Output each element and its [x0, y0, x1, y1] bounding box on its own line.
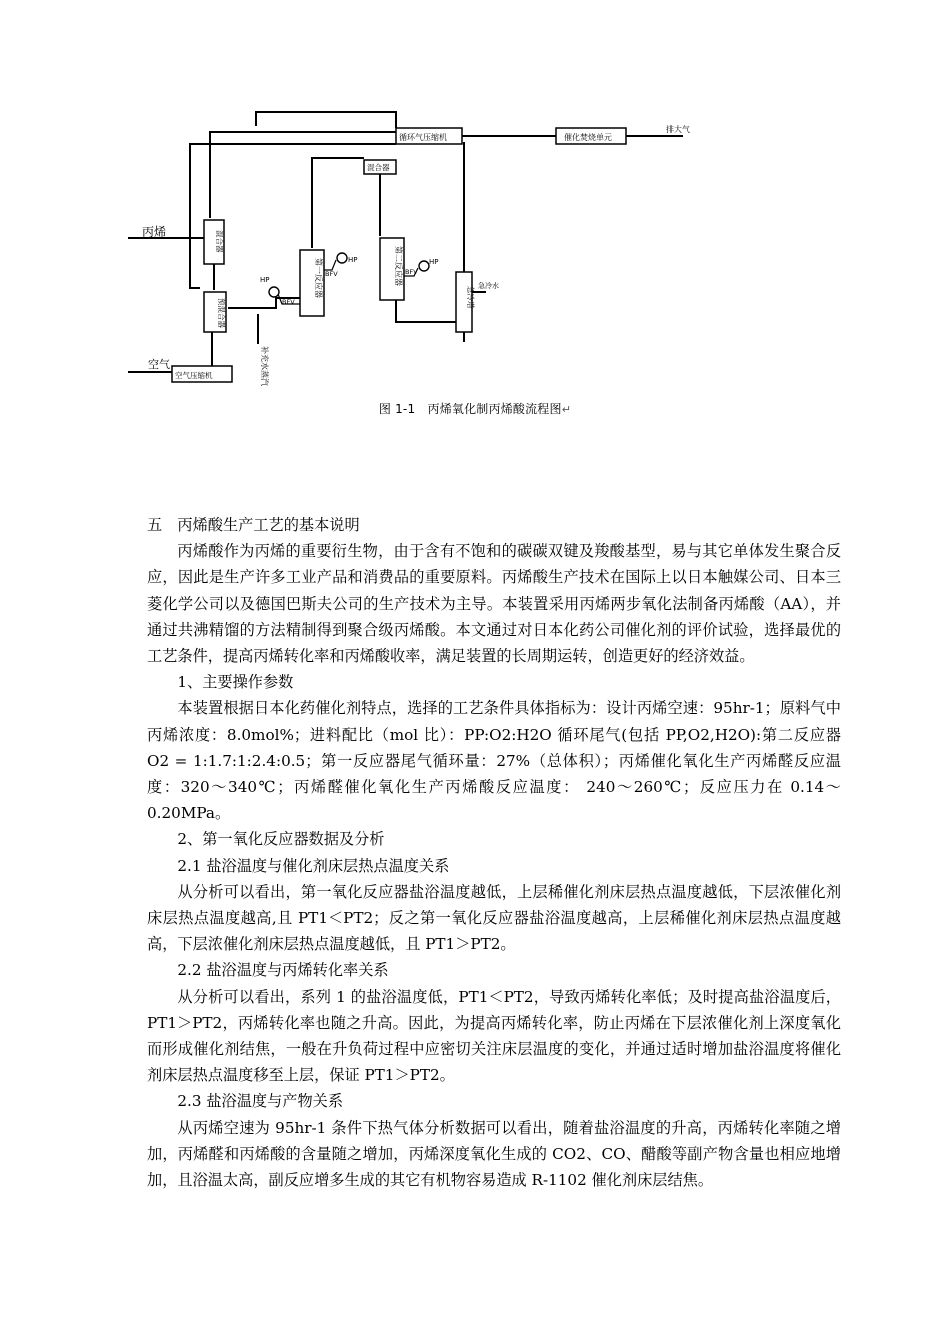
paragraph-mark: ↵: [561, 403, 572, 416]
label-to-atmosphere: 排大气: [666, 125, 690, 134]
figure-caption-text: 图 1-1 丙烯氧化制丙烯酸流程图: [378, 402, 562, 416]
subheading-2: 2、第一氧化反应器数据及分析: [177, 830, 385, 849]
label-bfv3: BFV: [405, 268, 418, 276]
label-catalytic-incinerator: 催化焚烧单元: [564, 133, 612, 142]
label-premixer: 预混合器: [217, 298, 226, 328]
subheading-1: 1、主要操作参数: [177, 673, 294, 692]
pump-2: [337, 253, 347, 263]
process-flow-diagram: [128, 108, 720, 392]
subheading-2-3: 2.3 盐浴温度与产物关系: [177, 1092, 344, 1111]
label-reactor1: 第一反应器: [314, 258, 323, 298]
label-mixer1: 混合器: [215, 230, 224, 253]
pump-1: [269, 287, 279, 297]
label-bfv1: BFV: [282, 298, 295, 306]
label-recycle-compressor: 循环气压缩机: [399, 133, 447, 142]
document-body: [147, 512, 841, 1193]
recycle-line-top: [256, 112, 396, 128]
label-bfv2: BFV: [325, 270, 338, 278]
pump-3: [419, 261, 429, 271]
label-air-compressor: 空气压缩机: [175, 371, 213, 380]
label-makeup-steam: 补充水蒸汽: [260, 346, 269, 386]
label-reactor2: 第二反应器: [394, 246, 403, 286]
label-propylene: 丙烯: [142, 225, 167, 239]
subheading-2-2: 2.2 盐浴温度与丙烯转化率关系: [177, 961, 389, 980]
intro-paragraph: 丙烯酸作为丙烯的重要衍生物，由于含有不饱和的碳碳双键及羧酸基型，易与其它单体发生聚合反应，因此是生产许多工业产品和消费品的重要原料。丙烯酸生产技术在国际上以日本触媒公司、日本三菱化学公司以及德国巴斯夫公司的生产技术为主导。本装置采用丙烯两步氧化法制备丙烯酸（AA），并通过共沸精馏的方法精制得到聚合级丙烯酸。本文通过对日本化药公司催化剂的评价试验，选择最优的工艺条件，提高丙烯转化率和丙烯酸收率，满足装置的长周期运转，创造更好的经济效益。: [147, 542, 841, 666]
paragraph-2-2: 从分析可以看出，系列 1 的盐浴温度低，PT1＜PT2，导致丙烯转化率低；及时提高盐浴温度后，PT1＞PT2，丙烯转化率也随之升高。因此，为提高丙烯转化率，防止丙烯在下层浓催化剂上深度氧化而形成催化剂结焦，一般在升负荷过程中应密切关注床层温度的变化，并通过适时增加盐浴温度将催化剂床层热点温度移至上层，保证 PT1＞PT2。: [147, 987, 841, 1085]
reactor1-to-mixer-line: [312, 158, 364, 248]
label-quench-water: 急冷水: [478, 282, 499, 290]
paragraph-2-3: 从丙烯空速为 95hr-1 条件下热气体分析数据可以看出，随着盐浴温度的升高，丙烯转化率随之增加，丙烯醛和丙烯酸的含量随之增加，丙烯深度氧化生成的 CO2、CO、醋酸等副产物含量也相应地增加，且浴温太高，副反应增多生成的其它有机物容易造成 R-1102 催化剂床层结焦。: [147, 1118, 841, 1190]
label-mixer: 混合器: [367, 163, 390, 172]
reactor2-to-tower-line: [396, 300, 456, 322]
paragraph-1: 本装置根据日本化药催化剂特点，选择的工艺条件具体指标为：设计丙烯空速：95hr-1；原料气中丙烯浓度：8.0mol%；进料配比（mol 比）：PP:O2:H2O 循环尾气(包括 PP,O2,H2O):第二反应器 O2 = 1:1.7:1:2.4:0.5；第一反应器尾气循环量：27%（总体积）；丙烯催化氧化生产丙烯醛反应温度：320～340℃；丙烯醛催化氧化生产丙烯酸反应温度： 240～260℃；反应压力在 0.14～0.20MPa。: [147, 699, 841, 823]
paragraph-2-1: 从分析可以看出，第一氧化反应器盐浴温度越低，上层稀催化剂床层热点温度越低，下层浓催化剂床层热点温度越高,且 PT1＜PT2；反之第一氧化反应器盐浴温度越高，上层稀催化剂床层热点温度越高，下层浓催化剂床层热点温度越低，且 PT1＞PT2。: [147, 882, 841, 954]
label-hp1: HP: [260, 276, 270, 284]
subheading-2-1: 2.1 盐浴温度与催化剂床层热点温度关系: [177, 856, 450, 875]
label-air: 空气: [148, 358, 170, 371]
label-hp3: HP: [429, 258, 439, 266]
section-title: 五 丙烯酸生产工艺的基本说明: [147, 516, 360, 534]
label-hp2: HP: [348, 256, 358, 264]
figure-caption: [0, 400, 950, 417]
label-quench-tower: 急冷塔: [466, 286, 475, 309]
